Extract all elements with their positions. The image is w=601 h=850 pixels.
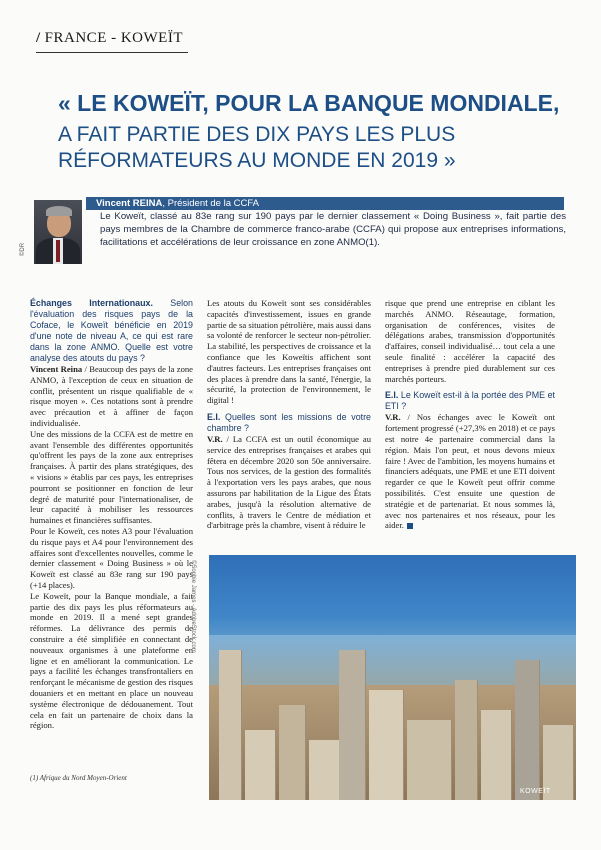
answer-1-text: / Beaucoup des pays de la zone ANMO, à l'exception de ceux en situation de conflit, présentent un risque qualifiable de « risque moyen ». Ces notations sont à prendre avec précaution et à affiner de façon individualisée. [30,364,193,428]
author-name: Vincent REINA [96,198,163,209]
column-3 [385,298,555,531]
photo-caption: KOWEÏT [520,788,551,795]
answer-3-speaker: V.R. [385,412,401,423]
rubric-underline [36,52,188,53]
kuwait-city-photo [209,555,576,800]
answer-2-text: / La CCFA est un outil économique au service des entreprises françaises et arabes qui fêtera en décembre 2020 son 50e anniversaire. Tous nos services, de la gestion des formalités à l'exportation vers les pays arabes, que nous assurons par habilitation de la Ligue des États arabes, jusqu'à la résolution alternative de conflits, à travers le Centre de médiation et d'arbitrage près la chambre, visent à réduire le [207,433,371,531]
col3-paragraph-1: risque que prend une entreprise en ciblant les marchés ANMO. Réseautage, formation, organisation de conférences, visites de délégations arabes, transmission d'opportunités d'affaires, conseil individualisé… tout cela a une seule finalité : accélérer la capacité des entreprises à prendre pied durablement sur ces marchés porteurs. [385,298,555,384]
column-1 [30,298,193,731]
footnote: (1) Afrique du Nord Moyen-Orient [30,774,127,782]
section-rubric [36,30,183,47]
headline-line-2: A FAIT PARTIE DES DIX PAYS LES PLUS [58,123,456,146]
col2-paragraph-1: Les atouts du Koweït sont ses considérables capacités d'investissement, issues en grande partie de sa situation pétrolière, mais aussi dans sa volonté de renforcer le secteur non-pétrolier. La stabilité, les perspectives de croissance et la confiance que les Koweïtis affichent sont d'autres facteurs. Les entreprises françaises ont des places à prendre dans la santé, l'énergie, la sécurité, la protection de l'environnement, le digital ! [207,298,371,406]
photo-credit: ©Sophie James - AdobeStock.com [190,560,196,653]
author-bar [86,197,564,210]
question-3-label: E.I. [385,390,399,401]
col1-paragraph-3: Pour le Koweït, ces notes A3 pour l'évaluation du risque pays et A4 pour l'environnement des affaires sont d'excellentes nouvelles, comme le dernier classement « Doing Business » où le Koweït est classé au 83e rang sur 190 pays (+14 places). [30,525,193,590]
slash-mark: / [36,30,41,46]
question-1-label: Échanges Internationaux. [30,298,153,308]
col1-paragraph-2: Une des missions de la CCFA est de mettre en avant l'ensemble des différentes opportunités qu'offrent les pays de la zone aux entreprises françaises. À partir des plans stratégiques, des « visions » établis par ces pays, les entreprises pourront se positionner en fonction de leur degré de maturité pour l'internationaliser, de leur capacité à mobiliser les ressources humaines et financières suffisantes. [30,428,193,526]
article-intro: Le Koweït, classé au 83e rang sur 190 pays par le dernier classement « Doing Business », fait partie des pays membres de la Chambre de commerce franco-arabe (CCFA) qui propose aux entreprises informations, facilitations et accélérations de leur croissance en zone ANMO(1). [100,211,566,248]
question-2-text: Quelles sont les missions de votre chambre ? [207,411,371,433]
rubric-label: FRANCE - KOWEÏT [44,30,183,46]
author-role: , Président de la CCFA [162,198,259,209]
portrait-credit: ©DR [20,242,26,256]
author-portrait [34,200,82,264]
question-1-text: Selon l'évaluation des risques pays de la Coface, le Koweït bénéficie en 2019 d'une note de niveau A, ce qui est rare dans la zone ANMO. Quelle est votre analyse des atouts du pays ? [30,298,193,363]
end-mark [407,523,413,529]
headline-line-1: « LE KOWEÏT, POUR LA BANQUE MONDIALE, [58,90,560,116]
answer-1-speaker: Vincent Reina [30,364,83,374]
question-3-text: Le Koweït est-il à la portée des PME et ETI ? [385,390,555,412]
column-2 [207,298,371,531]
answer-2-speaker: V.R. [207,433,223,444]
question-2-label: E.I. [207,411,221,422]
headline-line-3: RÉFORMATEURS AU MONDE EN 2019 » [58,149,456,172]
answer-3-text: / Nos échanges avec le Koweït ont fortement progressé (+27,3% en 2018) et ce pays est notre 4e partenaire commercial dans la région. Mais l'on peut, et nous devons mieux faire ! Avec de l'ambition, les moyens humains et financiers adéquats, une PME et une ETI doivent regarder ce que le Koweït peut offrir comme possibilités. C'est ensuite une question de stratégie et de partenariat. Et nous sommes là, avec nos partenaires et nos réseaux, pour les aider. [385,412,555,531]
col1-paragraph-4: Le Koweït, pour la Banque mondiale, a fait partie des dix pays les plus réformateurs au monde en 2019. Il a mené sept grandes réformes. La délivrance des permis de construire a été simplifiée en connectant de nouveaux organismes à une plateforme en ligne et en améliorant la communication. Le pays a facilité les échanges transfrontaliers en renforçant le mécanisme de gestion des risques douaniers et en mettant en place un nouveau système électronique de dédouanement. Tout cela en fait un partenaire de choix dans la région. [30,590,193,731]
